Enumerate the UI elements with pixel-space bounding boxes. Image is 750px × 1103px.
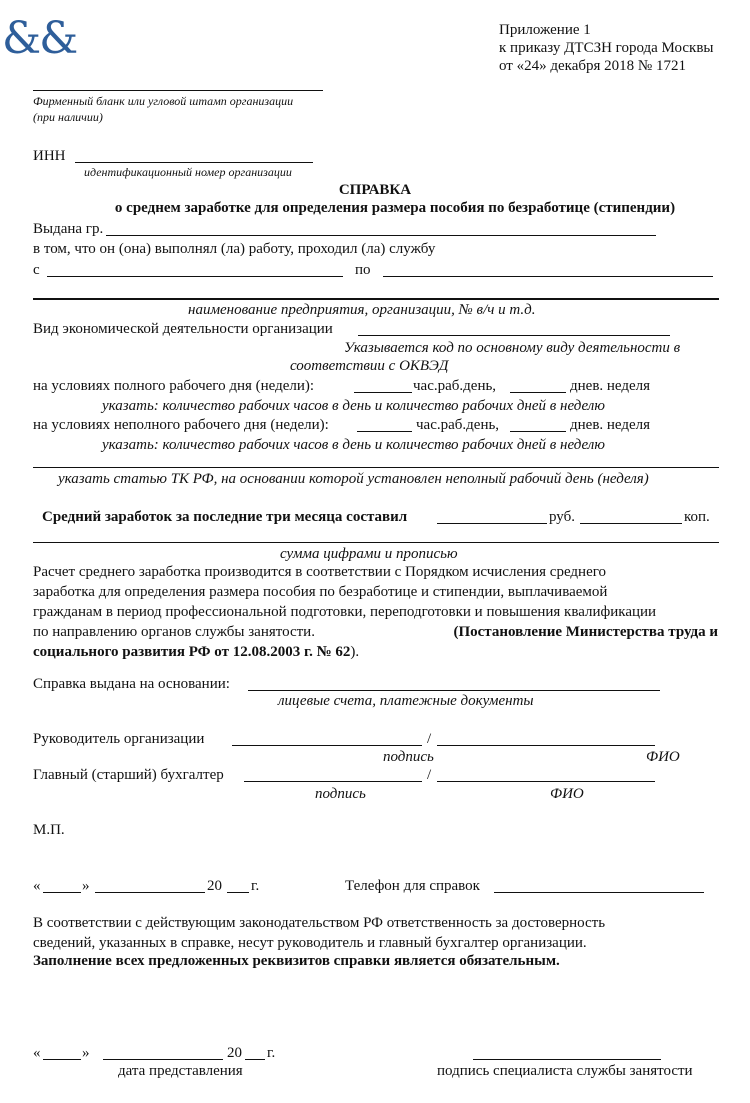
basis-label: Справка выдана на основании: xyxy=(33,676,230,692)
worked-line: в том, что он (она) выполнял (ла) работу, проходил (ла) службу xyxy=(33,241,436,257)
calc-line-5 xyxy=(33,642,718,662)
accountant-name-caption: ФИО xyxy=(550,786,584,802)
letterhead-line xyxy=(33,90,323,91)
from-label: с xyxy=(33,262,40,278)
sum-words-field[interactable] xyxy=(33,542,719,543)
activity-caption-2: соответствии с ОКВЭД xyxy=(290,358,449,374)
part-day-hours-field[interactable] xyxy=(357,431,412,432)
full-day-caption: указать: количество рабочих часов в день и количество рабочих дней в неделю xyxy=(102,398,605,414)
head-name-field[interactable] xyxy=(437,745,655,746)
inn-caption: идентификационный номер организации xyxy=(84,165,292,179)
logo: && xyxy=(2,13,77,64)
submission-day-field[interactable] xyxy=(43,1059,81,1060)
full-day-hours-field[interactable] xyxy=(354,392,412,393)
part-day-caption: указать: количество рабочих часов в день и количество рабочих дней в неделю xyxy=(102,437,605,453)
tk-article-caption: указать статью ТК РФ, на основании которой установлен неполный рабочий день (неделя) xyxy=(58,471,649,487)
issued-to-label: Выдана гр. xyxy=(33,221,104,237)
activity-label: Вид экономической деятельности организации xyxy=(33,321,333,337)
part-day-days-field[interactable] xyxy=(510,431,566,432)
responsibility-line-2: сведений, указанных в справке, несут руководитель и главный бухгалтер организации. xyxy=(33,935,587,951)
accountant-signature-caption: подпись xyxy=(315,786,366,802)
kopecks-label: коп. xyxy=(684,509,710,525)
submission-year-field[interactable] xyxy=(245,1059,265,1060)
issue-year-field[interactable] xyxy=(227,892,249,893)
document-subtitle: о среднем заработке для определения размера пособия по безработице (стипендии) xyxy=(114,200,676,216)
submission-date-open-quote: « xyxy=(33,1045,41,1061)
head-slash: / xyxy=(427,731,432,747)
activity-caption-1: Указывается код по основному виду деятельности в xyxy=(344,340,681,356)
letterhead-caption: Фирменный бланк или угловой штамп организации xyxy=(33,94,294,108)
decree-reference-1: (Постановление Министерства труда и xyxy=(453,624,718,640)
responsibility-paragraph xyxy=(33,913,718,953)
inn-field[interactable] xyxy=(75,162,313,163)
calc-line-4a: по направлению органов службы занятости. xyxy=(33,624,315,640)
appendix-line-3: от «24» декабря 2018 № 1721 xyxy=(499,58,686,74)
to-date-field[interactable] xyxy=(383,276,713,277)
head-signature-caption: подпись xyxy=(383,749,434,765)
organization-caption: наименование предприятия, организации, № в/ч и т.д. xyxy=(188,302,536,318)
basis-caption: лицевые счета, платежные документы xyxy=(278,693,534,709)
sum-caption: сумма цифрами и прописью xyxy=(280,546,458,562)
submission-year-prefix: 20 xyxy=(227,1045,242,1061)
head-name-caption: ФИО xyxy=(646,749,680,765)
phone-field[interactable] xyxy=(494,892,704,893)
to-label: по xyxy=(355,262,371,278)
submission-year-suffix: г. xyxy=(267,1045,276,1061)
part-day-label: на условиях неполного рабочего дня (недели): xyxy=(33,417,329,433)
calc-line-3: гражданам в период профессиональной подготовки, переподготовки и повышения квалификации xyxy=(33,604,657,620)
full-day-hours-label: час.раб.день, xyxy=(413,378,497,394)
organization-field[interactable] xyxy=(33,298,719,300)
specialist-signature-field[interactable] xyxy=(473,1059,661,1060)
submission-date-caption: дата представления xyxy=(118,1063,243,1079)
head-label: Руководитель организации xyxy=(33,731,205,747)
tk-article-field[interactable] xyxy=(33,467,719,468)
appendix-line-2: к приказу ДТСЗН города Москвы xyxy=(499,40,714,56)
accountant-signature-field[interactable] xyxy=(244,781,422,782)
seal-label: М.П. xyxy=(33,822,65,838)
from-date-field[interactable] xyxy=(47,276,343,277)
decree-reference-end: ). xyxy=(350,644,360,660)
inn-label: ИНН xyxy=(33,148,66,164)
submission-month-field[interactable] xyxy=(103,1059,223,1060)
issue-year-prefix: 20 xyxy=(207,878,222,894)
accountant-slash: / xyxy=(427,767,432,783)
calc-paragraph xyxy=(33,562,718,662)
head-signature-field[interactable] xyxy=(232,745,422,746)
calc-line-1: Расчет среднего заработка производится в соответствии с Порядком исчисления среднего xyxy=(33,564,607,580)
mandatory-note: Заполнение всех предложенных реквизитов справки является обязательным. xyxy=(33,953,560,969)
issue-day-field[interactable] xyxy=(43,892,81,893)
calc-line-4 xyxy=(33,622,718,642)
full-day-days-field[interactable] xyxy=(510,392,566,393)
issue-date-open-quote: « xyxy=(33,878,41,894)
kopecks-field[interactable] xyxy=(580,523,682,524)
full-day-days-label: днев. неделя xyxy=(570,378,651,394)
decree-reference-2: социального развития РФ от 12.08.2003 г. № 62 xyxy=(33,644,351,660)
issue-date-close-quote: » xyxy=(82,878,90,894)
document-title: СПРАВКА xyxy=(338,182,412,198)
part-day-hours-label: час.раб.день, xyxy=(416,417,500,433)
responsibility-line-1: В соответствии с действующим законодательством РФ ответственность за достоверность xyxy=(33,915,606,931)
full-day-label: на условиях полного рабочего дня (недели): xyxy=(33,378,315,394)
specialist-signature-caption: подпись специалиста службы занятости xyxy=(437,1063,693,1079)
accountant-name-field[interactable] xyxy=(437,781,655,782)
phone-label: Телефон для справок xyxy=(345,878,480,894)
letterhead-caption-note: (при наличии) xyxy=(33,110,103,124)
basis-field[interactable] xyxy=(248,690,660,691)
rubles-field[interactable] xyxy=(437,523,547,524)
calc-line-2: заработка для определения размера пособия по безработице и стипендии, выплачиваемой xyxy=(33,584,608,600)
activity-field[interactable] xyxy=(358,335,670,336)
appendix-line-1: Приложение 1 xyxy=(499,22,591,38)
rubles-label: руб. xyxy=(549,509,575,525)
accountant-label: Главный (старший) бухгалтер xyxy=(33,767,224,783)
issued-to-field[interactable] xyxy=(106,235,656,236)
average-earnings-label: Средний заработок за последние три месяца составил xyxy=(42,509,408,525)
part-day-days-label: днев. неделя xyxy=(570,417,651,433)
issue-month-field[interactable] xyxy=(95,892,205,893)
issue-year-suffix: г. xyxy=(251,878,260,894)
submission-date-close-quote: » xyxy=(82,1045,90,1061)
